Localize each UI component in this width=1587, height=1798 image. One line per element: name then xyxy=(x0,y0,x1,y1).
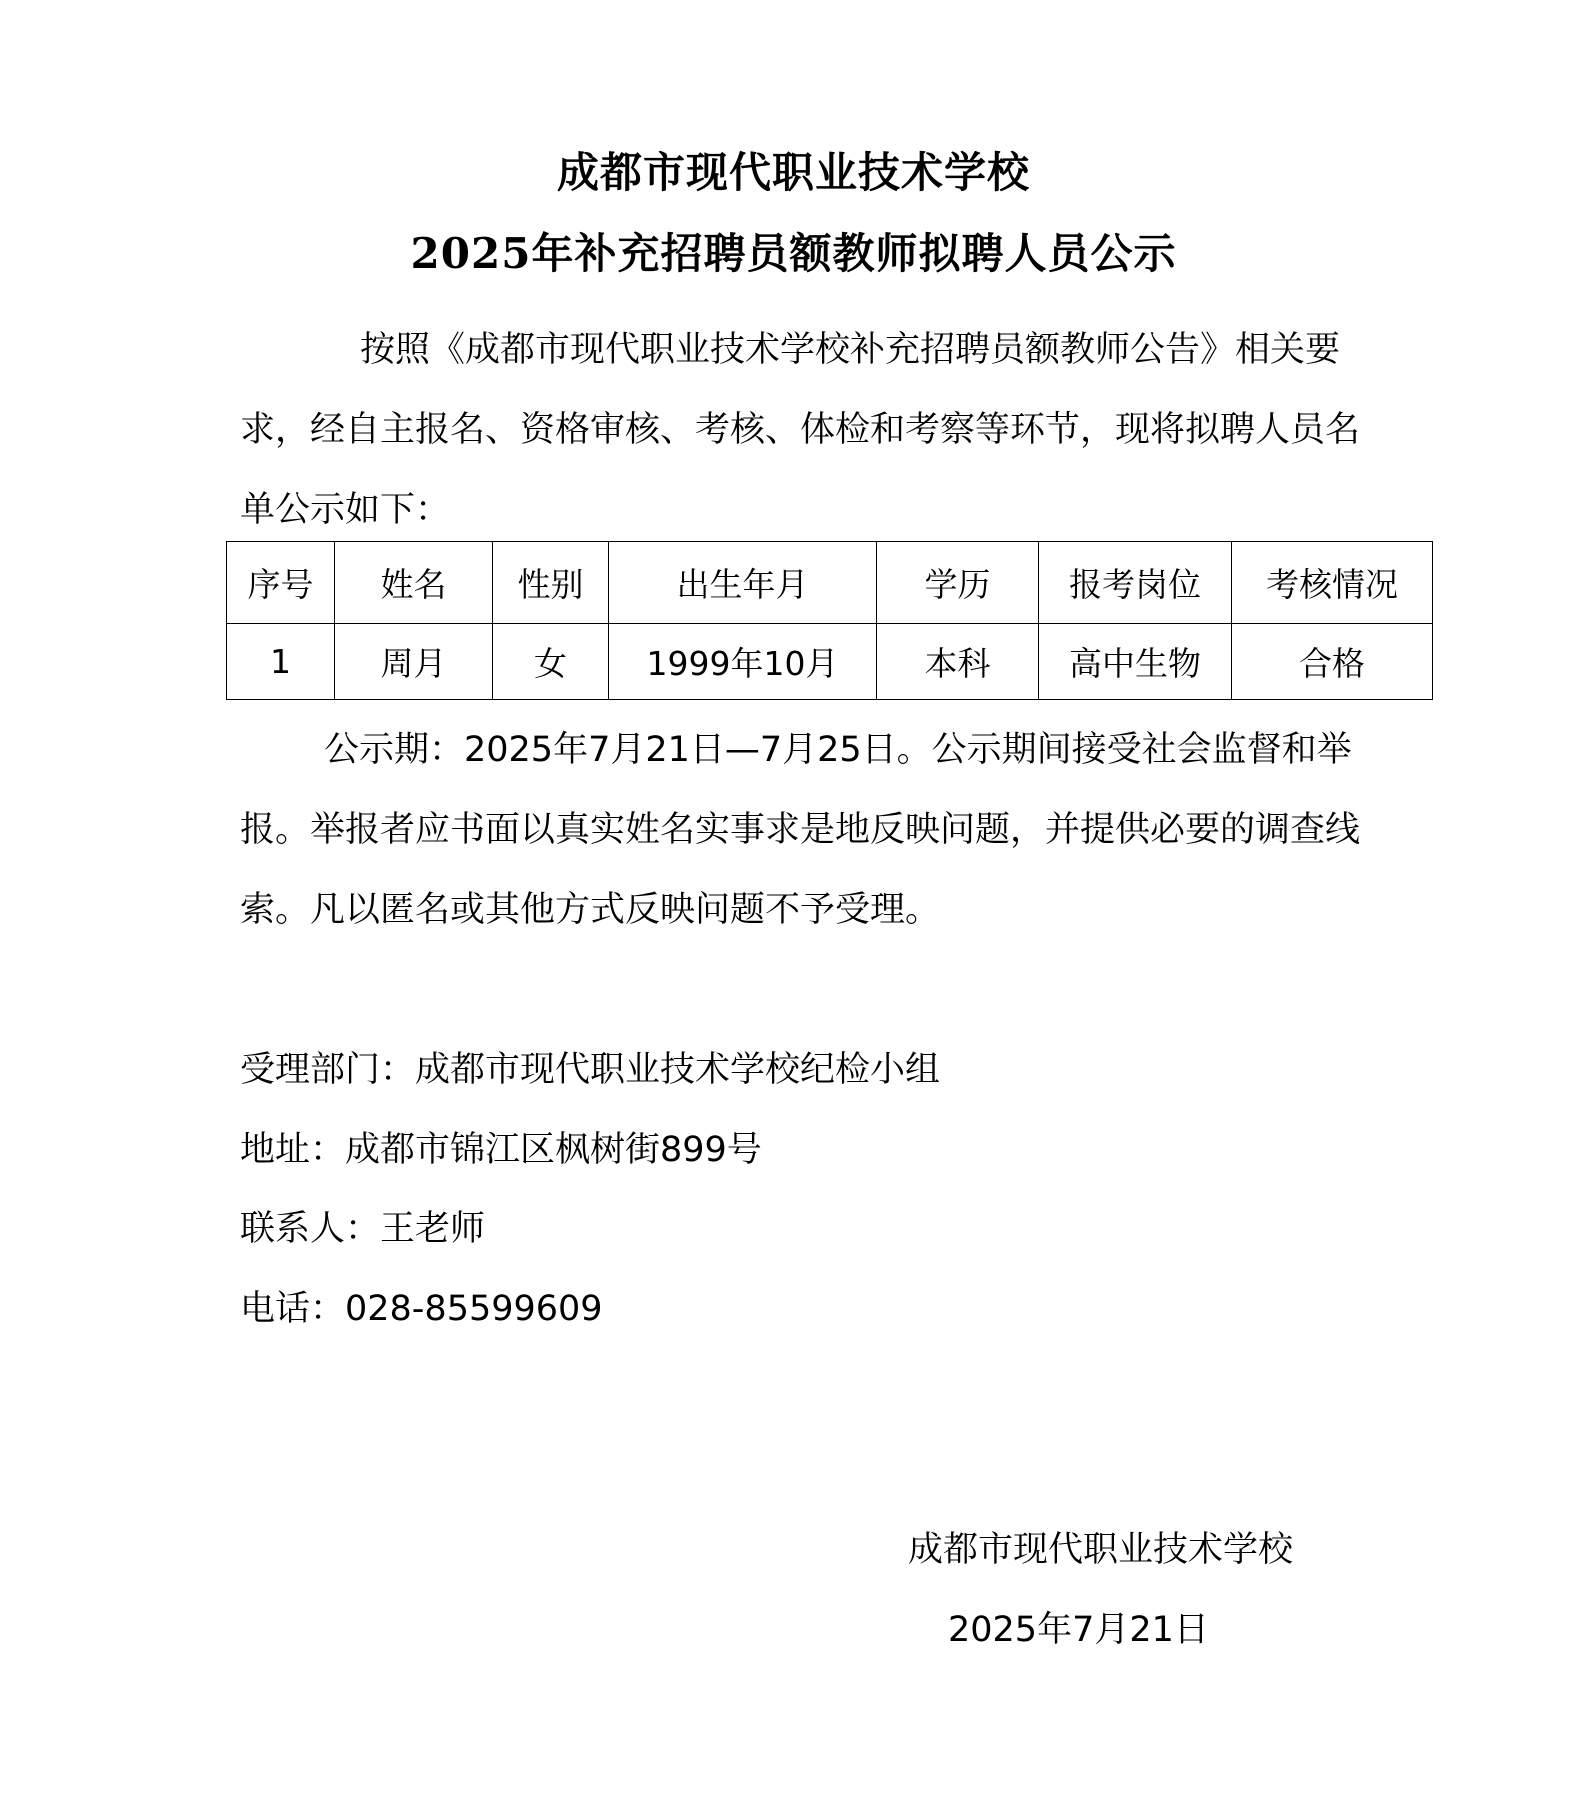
intro-paragraph: 按照《成都市现代职业技术学校补充招聘员额教师公告》相关要求，经自主报名、资格审核、考核、体检和考察等环节，现将拟聘人员名单公示如下： xyxy=(240,330,1361,530)
header-cell-gender: 性别 xyxy=(493,542,609,624)
table-header-row xyxy=(227,542,1433,624)
signature-organization: 成都市现代职业技术学校 xyxy=(908,1530,1294,1570)
cell-gender: 女 xyxy=(493,624,609,700)
header-cell-index: 序号 xyxy=(227,542,335,624)
header-cell-education: 学历 xyxy=(877,542,1039,624)
table-row xyxy=(227,624,1433,700)
cell-education: 本科 xyxy=(877,624,1039,700)
signature-date: 2025年7月21日 xyxy=(948,1610,1209,1650)
candidate-table xyxy=(226,541,1433,700)
header-cell-name: 姓名 xyxy=(335,542,493,624)
cell-birth: 1999年10月 xyxy=(609,624,877,700)
header-cell-birth: 出生年月 xyxy=(609,542,877,624)
header-cell-position: 报考岗位 xyxy=(1039,542,1232,624)
cell-position: 高中生物 xyxy=(1039,624,1232,700)
header-cell-assessment: 考核情况 xyxy=(1232,542,1433,624)
notice-title-subject: 2025年补充招聘员额教师拟聘人员公示 xyxy=(410,229,1177,278)
contact-phone: 电话：028-85599609 xyxy=(240,1289,603,1329)
notice-title-school: 成都市现代职业技术学校 xyxy=(556,148,1030,197)
cell-index: 1 xyxy=(227,624,335,700)
contact-address: 地址：成都市锦江区枫树街899号 xyxy=(240,1130,762,1170)
contact-person: 联系人：王老师 xyxy=(240,1209,486,1249)
contact-department: 受理部门：成都市现代职业技术学校纪检小组 xyxy=(240,1050,941,1090)
cell-assessment: 合格 xyxy=(1232,624,1433,700)
cell-name: 周月 xyxy=(335,624,493,700)
publicity-paragraph: 公示期：2025年7月21日—7月25日。公示期间接受社会监督和举报。举报者应书面以真实姓名实事求是地反映问题，并提供必要的调查线索。凡以匿名或其他方式反映问题不予受理。 xyxy=(240,730,1361,930)
